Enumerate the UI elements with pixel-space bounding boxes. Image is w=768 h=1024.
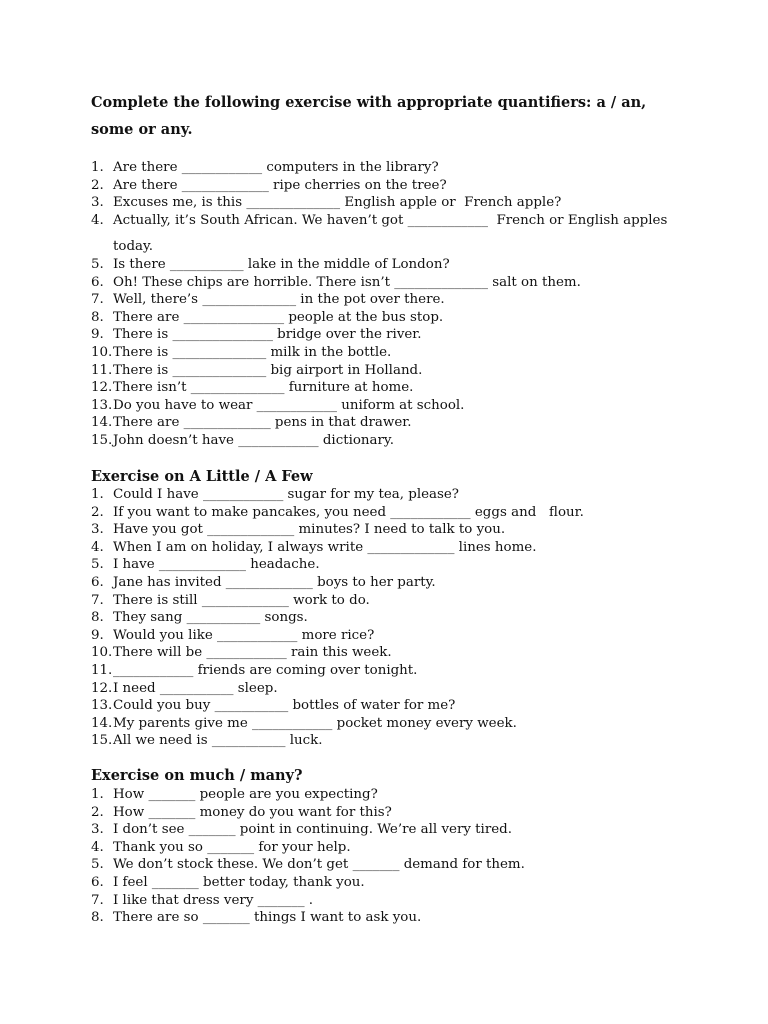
item-number: 3. (91, 522, 104, 538)
exercise-item (91, 909, 691, 927)
item-text: There isn’t ______________ furniture at home. (113, 380, 414, 396)
item-number: 5. (91, 557, 104, 573)
item-text: If you want to make pancakes, you need ____________ eggs and flour. (113, 504, 584, 520)
item-number: 12. (91, 680, 113, 696)
item-number: 7. (91, 292, 104, 308)
exercise-item (91, 574, 691, 592)
exercise-item (91, 486, 691, 504)
item-number: 10. (91, 344, 113, 360)
item-number: 13. (91, 397, 113, 413)
exercise-item (91, 609, 691, 627)
item-text: We don’t stock these. We don’t get _______ demand for them. (113, 857, 525, 873)
item-number: 5. (91, 857, 104, 873)
item-text: I don’t see _______ point in continuing. We’re all very tired. (113, 822, 512, 838)
item-number: 7. (91, 592, 104, 608)
item-text: Actually, it’s South African. We haven’t got ____________ French or English apples (113, 212, 668, 228)
exercise-item (91, 159, 691, 177)
item-text: Are there ____________ computers in the library? (113, 160, 439, 175)
item-number: 4. (91, 539, 104, 555)
item-number: 14. (91, 415, 113, 431)
item-text: John doesn’t have ____________ dictionary. (113, 432, 394, 448)
item-number: 3. (91, 822, 104, 838)
exercise-item (91, 309, 691, 327)
exercise-item (91, 697, 691, 715)
item-number: 1. (91, 160, 104, 175)
item-text-continuation: today. (113, 239, 154, 255)
exercise-item (91, 212, 691, 256)
item-text: Would you like ____________ more rice? (113, 627, 375, 643)
exercise-item (91, 362, 691, 380)
exercise-item (91, 539, 691, 557)
item-text: Thank you so _______ for your help. (113, 839, 351, 855)
exercise-item (91, 627, 691, 645)
exercise-item (91, 379, 691, 397)
item-text: All we need is ___________ luck. (113, 733, 323, 749)
exercise-item (91, 715, 691, 733)
exercise-item (91, 177, 691, 195)
section-heading-much-many: Exercise on much / many? (91, 767, 303, 784)
item-text: Do you have to wear ____________ uniform at school. (113, 397, 465, 413)
item-number: 8. (91, 610, 104, 626)
item-text: I need ___________ sleep. (113, 680, 278, 696)
item-number: 3. (91, 195, 104, 211)
item-number: 5. (91, 256, 104, 272)
item-text: There is still _____________ work to do. (113, 592, 370, 608)
item-text: Could I have ____________ sugar for my tea, please? (113, 487, 459, 502)
item-text: ____________ friends are coming over tonight. (113, 662, 418, 678)
exercise-item (91, 732, 691, 750)
item-number: 1. (91, 787, 104, 802)
item-text: There will be ____________ rain this week. (113, 645, 392, 661)
exercise-item (91, 521, 691, 539)
exercise-item (91, 892, 691, 910)
item-text: I like that dress very _______ . (113, 892, 314, 908)
item-number: 2. (91, 504, 104, 520)
exercise-item (91, 821, 691, 839)
item-number: 1. (91, 487, 104, 502)
much-many-exercise-list (91, 786, 691, 927)
exercise-item (91, 680, 691, 698)
item-text: There is _______________ bridge over the river. (113, 327, 422, 343)
item-number: 4. (91, 212, 104, 228)
item-text: When I am on holiday, I always write _____________ lines home. (113, 539, 537, 555)
worksheet-title: Complete the following exercise with appropriate quantifiers: a / an, some or any. (91, 94, 647, 138)
exercise-item (91, 644, 691, 662)
exercise-item (91, 592, 691, 610)
item-number: 15. (91, 733, 113, 749)
item-number: 13. (91, 698, 113, 714)
item-text: How _______ money do you want for this? (113, 804, 392, 820)
item-number: 8. (91, 910, 104, 926)
item-text: Is there ___________ lake in the middle of London? (113, 256, 450, 272)
item-number: 14. (91, 715, 113, 731)
exercise-item (91, 194, 691, 212)
exercise-item (91, 804, 691, 822)
item-text: There are _______________ people at the bus stop. (113, 309, 444, 325)
item-number: 11. (91, 662, 113, 678)
exercise-item (91, 504, 691, 522)
item-number: 4. (91, 839, 104, 855)
little-few-exercise-list (91, 486, 691, 750)
item-number: 2. (91, 804, 104, 820)
quantifier-exercise-list (91, 159, 691, 450)
exercise-item (91, 414, 691, 432)
item-text: Well, there’s ______________ in the pot over there. (113, 292, 445, 308)
item-text: Are there _____________ ripe cherries on the tree? (113, 177, 447, 193)
exercise-item (91, 291, 691, 309)
item-text: Jane has invited _____________ boys to her party. (113, 574, 436, 590)
item-text: They sang ___________ songs. (113, 610, 308, 626)
item-text: I have _____________ headache. (113, 557, 320, 573)
item-text: My parents give me ____________ pocket money every week. (113, 715, 517, 731)
section-heading-little-few: Exercise on A Little / A Few (91, 468, 313, 485)
item-number: 10. (91, 645, 113, 661)
item-number: 6. (91, 874, 104, 890)
item-number: 12. (91, 380, 113, 396)
item-number: 6. (91, 274, 104, 290)
item-text: There is ______________ big airport in Holland. (113, 362, 423, 378)
item-number: 2. (91, 177, 104, 193)
item-text: There are _____________ pens in that drawer. (113, 415, 412, 431)
item-text: Excuses me, is this ______________ English apple or French apple? (113, 195, 562, 211)
item-number: 8. (91, 309, 104, 325)
item-text: Could you buy ___________ bottles of water for me? (113, 698, 456, 714)
exercise-item (91, 256, 691, 274)
exercise-item (91, 432, 691, 450)
item-text: Oh! These chips are horrible. There isn’t ______________ salt on them. (113, 274, 581, 290)
exercise-item (91, 874, 691, 892)
item-number: 6. (91, 574, 104, 590)
exercise-item (91, 662, 691, 680)
item-text: There are so _______ things I want to ask you. (113, 910, 422, 926)
exercise-item (91, 556, 691, 574)
item-number: 15. (91, 432, 113, 448)
item-text: How _______ people are you expecting? (113, 787, 378, 802)
item-text: I feel _______ better today, thank you. (113, 874, 365, 890)
exercise-item (91, 856, 691, 874)
item-number: 9. (91, 327, 104, 343)
item-text: There is ______________ milk in the bottle. (113, 344, 392, 360)
exercise-item (91, 326, 691, 344)
exercise-item (91, 344, 691, 362)
exercise-item (91, 839, 691, 857)
item-text: Have you got _____________ minutes? I need to talk to you. (113, 522, 506, 538)
exercise-item (91, 274, 691, 292)
item-number: 9. (91, 627, 104, 643)
item-number: 11. (91, 362, 113, 378)
item-number: 7. (91, 892, 104, 908)
exercise-item (91, 397, 691, 415)
exercise-item (91, 786, 691, 804)
